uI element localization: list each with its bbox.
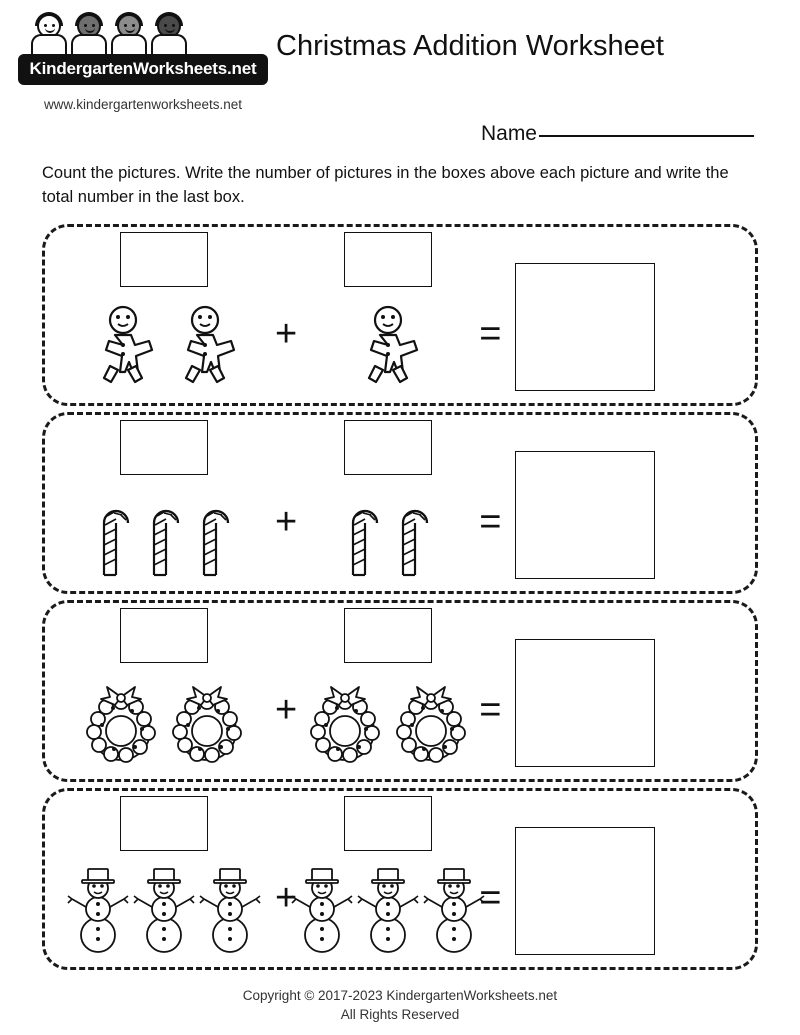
candy-cane-icon bbox=[191, 487, 237, 579]
name-input-blank[interactable] bbox=[539, 135, 754, 137]
name-field[interactable] bbox=[481, 122, 754, 146]
addend-group-3a bbox=[59, 608, 269, 767]
copyright-text: Copyright © 2017-2023 KindergartenWorksheets.net bbox=[242, 988, 558, 1004]
addend-group-2b bbox=[303, 420, 473, 579]
addend-input-2b[interactable] bbox=[344, 420, 432, 475]
problem-row-2 bbox=[42, 412, 758, 594]
plus-operator: + bbox=[275, 312, 298, 355]
snowman-icon bbox=[357, 859, 419, 955]
addend-input-1a[interactable] bbox=[120, 232, 208, 287]
sum-group-4 bbox=[507, 827, 672, 955]
snowman-icon bbox=[133, 859, 195, 955]
problem-row-3 bbox=[42, 600, 758, 782]
kids-illustration bbox=[28, 12, 268, 54]
picture-set-4b bbox=[291, 859, 485, 955]
site-url: www.kindergartenworksheets.net bbox=[43, 97, 243, 112]
christmas-wreath-icon bbox=[390, 681, 472, 767]
christmas-wreath-icon bbox=[80, 681, 162, 767]
christmas-wreath-icon bbox=[166, 681, 248, 767]
addend-group-1a bbox=[59, 232, 269, 391]
sum-input-1[interactable] bbox=[515, 263, 655, 391]
site-logo[interactable] bbox=[18, 12, 268, 112]
christmas-wreath-icon bbox=[304, 681, 386, 767]
picture-set-4a bbox=[67, 859, 261, 955]
picture-set-1a bbox=[84, 295, 244, 391]
page-footer bbox=[0, 987, 800, 1025]
sum-input-4[interactable] bbox=[515, 827, 655, 955]
snowman-icon bbox=[291, 859, 353, 955]
kid-icon-1 bbox=[28, 14, 70, 56]
plus-operator: + bbox=[275, 876, 298, 919]
problem-row-4 bbox=[42, 788, 758, 970]
snowman-icon bbox=[199, 859, 261, 955]
addend-input-1b[interactable] bbox=[344, 232, 432, 287]
addend-group-3b bbox=[303, 608, 473, 767]
sum-group-2 bbox=[507, 451, 672, 579]
addend-input-2a[interactable] bbox=[120, 420, 208, 475]
instructions-text: Count the pictures. Write the number of pictures in the boxes above each picture and write the total number in the last box. bbox=[42, 164, 729, 206]
candy-cane-icon bbox=[141, 487, 187, 579]
kid-icon-3 bbox=[108, 14, 150, 56]
addend-input-4b[interactable] bbox=[344, 796, 432, 851]
sum-group-3 bbox=[507, 639, 672, 767]
addend-group-1b bbox=[303, 232, 473, 391]
rights-text: All Rights Reserved bbox=[340, 1007, 460, 1023]
name-label: Name bbox=[480, 122, 537, 145]
kid-icon-2 bbox=[68, 14, 110, 56]
problem-row-1 bbox=[42, 224, 758, 406]
logo-wordmark bbox=[18, 54, 268, 85]
picture-set-3b bbox=[304, 671, 472, 767]
picture-set-2a bbox=[91, 483, 237, 579]
picture-set-2b bbox=[340, 483, 436, 579]
addend-input-4a[interactable] bbox=[120, 796, 208, 851]
kid-icon-4 bbox=[148, 14, 190, 56]
plus-operator: + bbox=[275, 688, 298, 731]
candy-cane-icon bbox=[91, 487, 137, 579]
page-header bbox=[0, 0, 800, 145]
picture-set-1b bbox=[349, 295, 427, 391]
gingerbread-man-icon bbox=[166, 303, 244, 391]
plus-operator: + bbox=[275, 500, 298, 543]
sum-input-3[interactable] bbox=[515, 639, 655, 767]
addend-input-3a[interactable] bbox=[120, 608, 208, 663]
candy-cane-icon bbox=[340, 487, 386, 579]
sum-input-2[interactable] bbox=[515, 451, 655, 579]
gingerbread-man-icon bbox=[349, 303, 427, 391]
addend-group-4a bbox=[59, 796, 269, 955]
logo-wordmark-tld: .net bbox=[227, 59, 257, 78]
snowman-icon bbox=[67, 859, 129, 955]
page-title: Christmas Addition Worksheet bbox=[276, 30, 664, 62]
picture-set-3a bbox=[80, 671, 248, 767]
equals-operator: = bbox=[479, 500, 502, 543]
candy-cane-icon bbox=[390, 487, 436, 579]
gingerbread-man-icon bbox=[84, 303, 162, 391]
equals-operator: = bbox=[479, 688, 502, 731]
sum-group-1 bbox=[507, 263, 672, 391]
equals-operator: = bbox=[479, 876, 502, 919]
problems-list bbox=[0, 224, 800, 970]
equals-operator: = bbox=[479, 312, 502, 355]
addend-group-2a bbox=[59, 420, 269, 579]
addend-input-3b[interactable] bbox=[344, 608, 432, 663]
addend-group-4b bbox=[303, 796, 473, 955]
logo-wordmark-text: KindergartenWorksheets bbox=[29, 59, 227, 78]
